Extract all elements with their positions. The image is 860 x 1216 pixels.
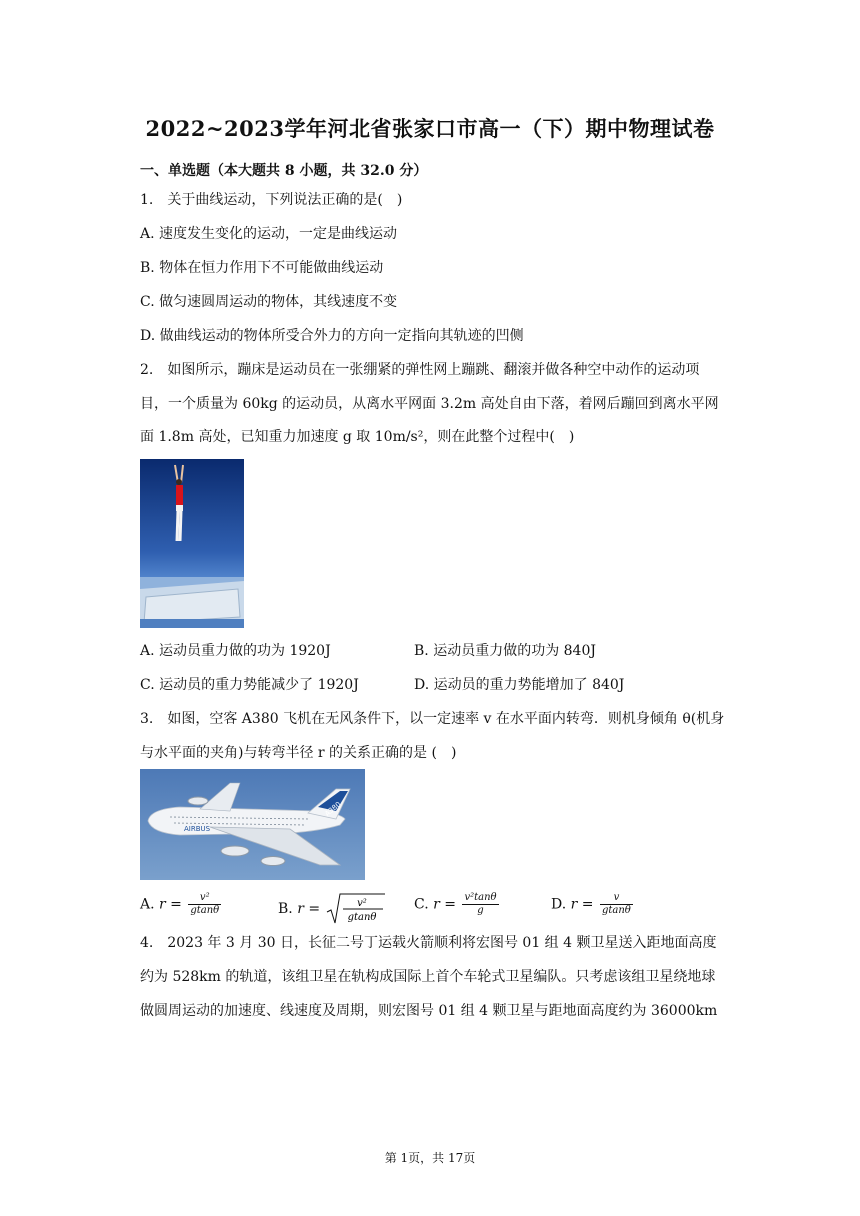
question-2-option-b: B. 运动员重力做的功为 840J — [414, 643, 596, 659]
question-2-line-3: 面 1.8m 高处，已知重力加速度 g 取 10m/s²，则在此整个过程中( ) — [140, 429, 575, 445]
question-4-line-1: 4. 2023 年 3 月 30 日，长征二号丁运载火箭顺利将宏图号 01 组 4 颗卫星送入距地面高度 — [140, 935, 717, 951]
a380-tail-text: A380 — [323, 800, 343, 819]
question-1-option-c: C. 做匀速圆周运动的物体，其线速度不变 — [140, 294, 398, 310]
question-2-line-1: 2. 如图所示，蹦床是运动员在一张绷紧的弹性网上蹦跳、翻滚并做各种空中动作的运动项 — [140, 362, 700, 378]
square-root-symbol — [325, 892, 385, 926]
question-3-line-2: 与水平面的夹角)与转弯半径 r 的关系正确的是 ( ) — [140, 745, 457, 761]
question-3-option-b: B. r = v² gtanθ — [278, 892, 385, 926]
question-3-option-d: D. r = $\frac{v}{gtan\theta}$ — [551, 892, 631, 916]
question-2-line-2: 目，一个质量为 60kg 的运动员，从离水平网面 3.2m 高处自由下落，着网后蹦回到离水平网 — [140, 396, 719, 412]
question-1-stem: 1. 关于曲线运动，下列说法正确的是( ) — [140, 192, 403, 208]
question-1-option-d: D. 做曲线运动的物体所受合外力的方向一定指向其轨迹的凹侧 — [140, 328, 524, 344]
question-3-option-c: C. r = $\frac{\text{v²tanθ}}{g}$ — [414, 892, 497, 916]
svg-text:gtanθ: gtanθ — [347, 912, 376, 923]
question-2-option-a: A. 运动员重力做的功为 1920J — [140, 643, 331, 659]
section-heading: 一、单选题（本大题共 8 小题，共 32.0 分） — [140, 163, 428, 179]
question-3-line-1: 3. 如图，空客 A380 飞机在无风条件下，以一定速率 v 在水平面内转弯．则机身倾角 θ(机身 — [140, 711, 725, 727]
question-2-option-d: D. 运动员的重力势能增加了 840J — [414, 677, 625, 693]
page-title: 2022~2023学年河北省张家口市高一（下）期中物理试卷 — [145, 116, 715, 141]
svg-text:v²: v² — [356, 898, 367, 909]
trampoline-image — [140, 459, 244, 628]
airbus-logo-text: AIRBUS — [184, 825, 211, 833]
a380-airplane-image — [140, 769, 365, 880]
question-1-option-b: B. 物体在恒力作用下不可能做曲线运动 — [140, 260, 384, 276]
question-4-line-3: 做圆周运动的加速度、线速度及周期，则宏图号 01 组 4 颗卫星与距地面高度约为 36000km — [140, 1003, 718, 1019]
question-4-line-2: 约为 528km 的轨道，该组卫星在轨构成国际上首个车轮式卫星编队。只考虑该组卫星绕地球 — [140, 969, 716, 985]
question-2-option-c: C. 运动员的重力势能减少了 1920J — [140, 677, 359, 693]
question-1-option-a: A. 速度发生变化的运动，一定是曲线运动 — [140, 226, 398, 242]
page-footer: 第 1页，共 17页 — [384, 1151, 476, 1165]
question-3-option-a: A. r = $\frac{\text{v²}}{gtan\theta}$ — [140, 892, 220, 916]
